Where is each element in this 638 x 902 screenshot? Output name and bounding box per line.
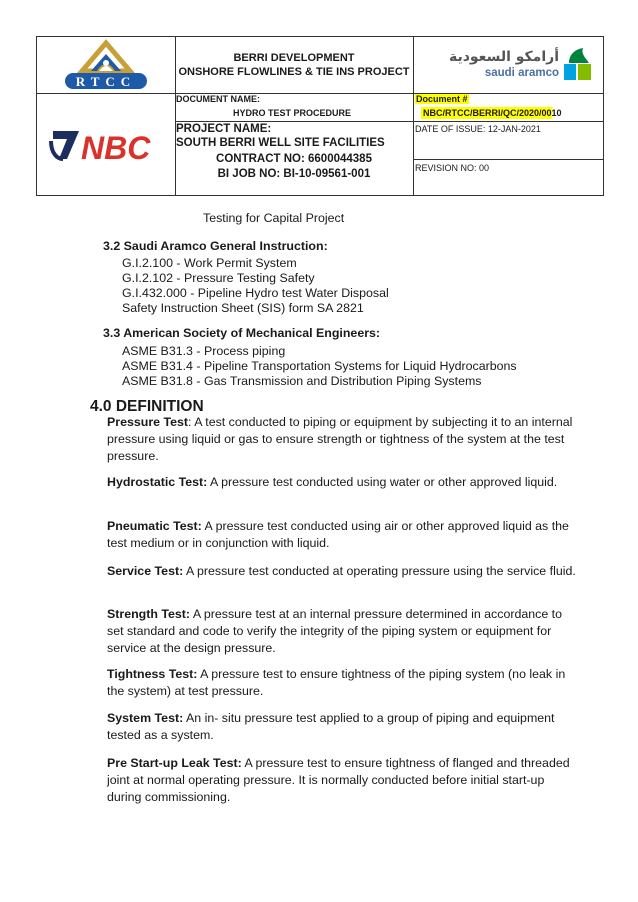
definition-text: A pressure test to ensure tightness of the piping system (no leak in the system) at test pressure. <box>107 667 566 698</box>
definition-tightness-test <box>107 666 577 700</box>
list-item: G.I.2.102 - Pressure Testing Safety <box>122 271 315 285</box>
contract-number: CONTRACT NO: 6600044385 <box>216 153 372 165</box>
definition-term: Pressure Test <box>107 415 189 429</box>
nbc-logo-text: NBC <box>81 130 151 166</box>
list-item: ASME B31.8 - Gas Transmission and Distribution Piping Systems <box>122 374 482 388</box>
list-item: G.I.2.100 - Work Permit System <box>122 256 297 270</box>
project-title-line-2: ONSHORE FLOWLINES & TIE INS PROJECT <box>178 66 410 78</box>
definition-term: Tightness Test: <box>107 667 198 681</box>
definition-term: Hydrostatic Test: <box>107 475 208 489</box>
list-item: ASME B31.3 - Process piping <box>122 344 286 358</box>
definition-hydrostatic-test <box>107 474 577 491</box>
list-item: G.I.432.000 - Pipeline Hydro test Water Disposal <box>122 286 389 300</box>
date-of-issue-cell <box>413 121 603 159</box>
revision-cell <box>413 159 603 195</box>
definition-service-test <box>107 563 577 580</box>
project-name-cell <box>175 121 413 195</box>
definition-term: Strength Test: <box>107 607 191 621</box>
section-3-2-heading: 3.2 Saudi Aramco General Instruction: <box>103 239 328 253</box>
definition-pneumatic-test <box>107 518 577 552</box>
definition-text: A pressure test conducted at operating pressure using the service fluid. <box>183 564 576 578</box>
saudi-aramco-logo <box>413 37 603 93</box>
bi-job-number: BI JOB NO: BI-10-09561-001 <box>217 168 371 180</box>
definition-text: : A test conducted to piping or equipment by subjecting it to an internal pressure using liquid or gas to ensure strength or tightness of the system at the test pressure. <box>107 415 573 463</box>
definition-strength-test <box>107 606 577 657</box>
revision-number: REVISION NO: 00 <box>415 163 490 173</box>
document-number-label: Document # <box>416 94 468 104</box>
document-name-value: HYDRO TEST PROCEDURE <box>233 108 352 118</box>
document-header-table <box>36 36 604 196</box>
aramco-latin-text: saudi aramco <box>484 67 559 79</box>
definition-text: A pressure test at an internal pressure determined in accordance to set standard and code to verify the integrity of the piping system or equipment for service at the design pressure. <box>107 607 562 655</box>
list-item: Safety Instruction Sheet (SIS) form SA 2821 <box>122 301 364 315</box>
project-name-value: SOUTH BERRI WELL SITE FACILITIES <box>176 137 385 149</box>
definition-term: Pneumatic Test: <box>107 519 202 533</box>
document-name-label: DOCUMENT NAME: <box>176 94 260 104</box>
document-name-cell <box>175 93 413 121</box>
aramco-emblem-icon <box>563 47 593 81</box>
project-name-label: PROJECT NAME: <box>176 123 272 135</box>
definition-term: System Test: <box>107 711 184 725</box>
definition-text: A pressure test conducted using air or other approved liquid as the test medium or in conjunction with liquid. <box>107 519 569 550</box>
date-of-issue: DATE OF ISSUE: 12-JAN-2021 <box>415 124 541 134</box>
project-title-line-1: BERRI DEVELOPMENT <box>233 52 355 64</box>
definition-pressure-test <box>107 414 577 465</box>
section-3-3-heading: 3.3 American Society of Mechanical Engineers: <box>103 326 381 340</box>
definition-term: Service Test: <box>107 564 184 578</box>
aramco-arabic-text: أرامكو السعودية <box>448 49 559 65</box>
definition-text: A pressure test conducted using water or other approved liquid. <box>207 475 558 489</box>
continued-line: Testing for Capital Project <box>203 211 345 225</box>
nbc-logo <box>37 93 175 195</box>
document-number-cell <box>413 93 603 121</box>
definition-system-test <box>107 710 577 744</box>
rtcc-logo-text: RTCC <box>75 74 137 89</box>
definition-term: Pre Start-up Leak Test: <box>107 756 242 770</box>
section-4-heading: 4.0 DEFINITION <box>90 398 204 415</box>
list-item: ASME B31.4 - Pipeline Transportation Systems for Liquid Hydrocarbons <box>122 359 517 373</box>
project-title <box>175 37 413 93</box>
definition-pre-startup-leak-test <box>107 755 577 806</box>
rtcc-logo <box>37 37 175 93</box>
document-number-value: NBC/RTCC/BERRI/QC/2020/0010 <box>423 108 562 118</box>
definition-text: An in- situ pressure test applied to a group of piping and equipment tested as a system. <box>107 711 555 742</box>
definition-text: A pressure test to ensure tightness of flanged and threaded joint at normal operating pressure. It is normally conducted before initial start-up during commissioning. <box>107 756 570 804</box>
